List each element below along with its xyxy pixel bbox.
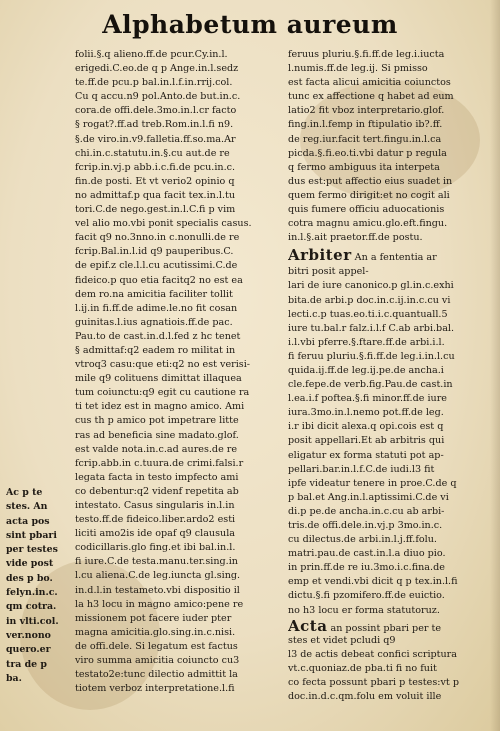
text-line: vtroq3 casu:que eti:q2 no est verisi- bbox=[75, 359, 251, 371]
text-line: magna amicitia.glo.sing.in.c.nisi. bbox=[75, 626, 236, 638]
text-line: no h3 locu er forma statutoruz. bbox=[288, 604, 440, 616]
text-line: viro summa amicitia coiuncto cu3 bbox=[75, 655, 240, 667]
text-line: i.r ibi dicit alexa.q opi.cois est q bbox=[288, 421, 444, 433]
text-line: latio2 fit vboz interpretario.glof. bbox=[288, 105, 445, 117]
text-line: feruus pluriu.§.fi.ff.de leg.i.iucta bbox=[288, 49, 445, 60]
text-line: mile q9 colituens dimittat illaquea bbox=[75, 373, 242, 385]
text-line: lari de iure canonico.p gl.in.c.exhi bbox=[288, 280, 454, 292]
text-line: te.ff.de pcu.p bal.in.l.f.in.rrij.col. bbox=[75, 77, 233, 89]
rubric-arbiter: Arbiter bbox=[288, 246, 352, 265]
rubric-arbiter-tail: An a fententia ar bbox=[354, 252, 437, 264]
left-column bbox=[75, 48, 281, 696]
text-line: l.numis.ff.de leg.ij. Si pmisso bbox=[288, 63, 428, 75]
text-line: cu dilectus.de arbi.in.l.j.ff.folu. bbox=[288, 534, 437, 546]
text-line: dus est:put affectio eius suadet in bbox=[288, 175, 453, 187]
text-line: legata facta in testo impfecto ami bbox=[75, 471, 239, 483]
margin-note-line: per testes bbox=[6, 544, 58, 556]
text-line: tiotem verboz interpretatione.l.fi bbox=[75, 683, 235, 695]
text-line: ipfe videatur tenere in proe.C.de q bbox=[288, 477, 457, 489]
margin-note-line: des p bo. bbox=[6, 572, 53, 584]
text-line: fcrip.Bal.in.l.id q9 pauperibus.C. bbox=[75, 246, 234, 258]
rubric-acta: Acta bbox=[288, 617, 328, 634]
text-line: quis fumere officiu aduocationis bbox=[288, 204, 445, 216]
text-line: in.d.l.in testameto.vbi dispositio il bbox=[75, 584, 240, 596]
text-line: cotra magnu amicu.glo.eft.fingu. bbox=[288, 218, 448, 230]
text-line: missionem pot facere iuder pter bbox=[75, 612, 232, 624]
text-line: dem ro.na amicitia faciliter tollit bbox=[75, 288, 233, 300]
text-line: no admittaf.p qua facit tex.in.l.tu bbox=[75, 189, 236, 201]
margin-note-line: ver.nono bbox=[6, 629, 51, 641]
text-line: fideico.p quo etia facitq2 no est ea bbox=[75, 274, 243, 286]
text-line: doc.in.d.c.qm.folu em voluit ille bbox=[288, 691, 442, 703]
text-line: cora.de offi.dele.3mo.in.l.cr facto bbox=[75, 105, 237, 117]
margin-note-line: in vlti.col. bbox=[6, 615, 59, 627]
margin-note-line: Ac p te bbox=[6, 487, 43, 498]
text-line: di.p pe.de ancha.in.c.cu ab arbi- bbox=[288, 505, 445, 517]
margin-note-line: quero.er bbox=[6, 644, 51, 656]
rubric-arbiter-line bbox=[288, 245, 488, 265]
text-line: fcrip.in.vj.p abb.i.c.fi.de pcu.in.c. bbox=[75, 161, 236, 173]
text-line: fcrip.abb.in c.tuura.de crimi.falsi.r bbox=[75, 457, 244, 469]
text-line: § rogat?.ff.ad treb.Rom.in.l.fi n9. bbox=[75, 119, 234, 131]
text-line: facit q9 no.3nno.in c.nonulli.de re bbox=[75, 232, 240, 244]
text-line: tunc ex affectione q habet ad eum bbox=[288, 91, 454, 103]
text-line: iura.3mo.in.l.nemo pot.ff.de leg. bbox=[288, 407, 444, 419]
text-line: lecti.c.p tuas.eo.ti.i.c.quantuall.5 bbox=[288, 308, 448, 320]
text-line: quida.ij.ff.de leg.ij.pe.de ancha.i bbox=[288, 364, 444, 376]
margin-note-line: acta pos bbox=[6, 515, 50, 527]
text-line: erigedi.C.eo.de q p Ange.in.l.sedz bbox=[75, 63, 239, 75]
text-line: vt.c.quoniaz.de pba.ti fi no fuit bbox=[288, 662, 437, 674]
text-line: ras ad beneficia sine madato.glof. bbox=[75, 429, 239, 441]
text-line: l3 de actis debeat confici scriptura bbox=[288, 648, 457, 660]
margin-note bbox=[6, 486, 76, 686]
text-line: fing.in.l.femp in ftipulatio ib?.ff. bbox=[288, 119, 443, 131]
text-line: de epif.z cle.l.l.cu acutissimi.C.de bbox=[75, 260, 238, 272]
text-line: posit appellari.Et ab arbitris qui bbox=[288, 435, 445, 447]
text-line: in prin.ff.de re iu.3mo.i.c.fina.de bbox=[288, 562, 445, 574]
text-line: Cu q accu.n9 pol.Anto.de but.in.c. bbox=[75, 91, 241, 103]
rubric-acta-line bbox=[288, 618, 488, 634]
text-line: chi.in.c.statutu.in.§.cu aut.de re bbox=[75, 147, 230, 159]
text-line: fi feruu pluriu.§.fi.ff.de leg.i.in.l.cu bbox=[288, 350, 455, 362]
text-line: la h3 locu in magno amico:pene re bbox=[75, 598, 244, 610]
text-line: iure tu.bal.r falz.i.l.f C.ab arbi.bal. bbox=[288, 322, 455, 334]
margin-note-line: qm cotra. bbox=[6, 601, 57, 613]
margin-note-line: felyn.in.c. bbox=[6, 587, 58, 599]
text-line: est valde nota.in.c.ad aures.de re bbox=[75, 443, 238, 455]
text-line: cle.fepe.de verb.fig.Pau.de cast.in bbox=[288, 379, 453, 391]
text-line: bitri posit appel- bbox=[288, 266, 369, 278]
text-line: de reg.iur.facit tert.fingu.in.l.ca bbox=[288, 133, 442, 145]
text-line: folii.§.q alieno.ff.de pcur.Cy.in.l. bbox=[75, 49, 228, 60]
text-line: intestato. Casus singularis in.l.in bbox=[75, 500, 235, 511]
text-line: cus th p amico pot impetrare litte bbox=[75, 415, 239, 427]
text-line: i.l.vbi pferre.§.ftare.ff.de arbi.i.l. bbox=[288, 336, 445, 348]
text-line: de offi.dele. Si legatum est factus bbox=[75, 640, 238, 652]
text-line: codicillaris.glo fing.et ibi bal.in.l. bbox=[75, 542, 236, 554]
text-line: bita.de arbi.p doc.in.c.ij.in.c.cu vi bbox=[288, 294, 451, 306]
text-line: testato2e:tunc dilectio admittit la bbox=[75, 669, 238, 681]
rubric-acta-tail: an possint pbari per te bbox=[330, 622, 442, 634]
text-line: l.cu aliena.C.de leg.iuncta gl.sing. bbox=[75, 570, 241, 582]
text-line: ti tet idez est in magno amico. Ami bbox=[75, 401, 245, 413]
text-line: eligatur ex forma statuti pot ap- bbox=[288, 449, 444, 461]
text-line: stes et videt pcludi q9 bbox=[288, 634, 396, 646]
margin-note-line: ba. bbox=[6, 672, 22, 684]
text-line: p bal.et Ang.in.l.aptissimi.C.de vi bbox=[288, 491, 449, 503]
margin-note-line: tra de p bbox=[6, 658, 47, 670]
text-line: dictu.§.fi pzomifero.ff.de euictio. bbox=[288, 590, 445, 602]
page-title: Alphabetum aureum bbox=[102, 10, 398, 39]
text-line: l.ea.i.f poftea.§.fi minor.ff.de iure bbox=[288, 393, 447, 405]
text-line: l.ij.in fi.ff.de adime.le.no fit cosan bbox=[75, 302, 238, 314]
text-line: co debentur:q2 videnf repetita ab bbox=[75, 485, 239, 497]
text-line: q fermo ambiguus ita interpeta bbox=[288, 161, 440, 173]
text-line: pellari.bar.in.l.f.C.de iudi.l3 fit bbox=[288, 463, 435, 475]
text-line: est facta alicui amicitia coiunctos bbox=[288, 77, 451, 89]
text-line: co fecta possunt pbari p testes:vt p bbox=[288, 676, 459, 688]
text-line: fi iure.C.de testa.manu.ter.sing.in bbox=[75, 556, 238, 568]
text-line: tori.C.de nego.gest.in.l.C.fi p vim bbox=[75, 204, 236, 216]
margin-note-line: stes. An bbox=[6, 501, 48, 513]
text-line: fin.de posti. Et vt verio2 opinio q bbox=[75, 175, 235, 187]
text-line: tris.de offi.dele.in.vj.p 3mo.in.c. bbox=[288, 520, 443, 531]
text-line: in.l.§.ait praetor.ff.de postu. bbox=[288, 232, 423, 244]
text-line: quem fermo dirigit:et no cogit ali bbox=[288, 189, 450, 201]
margin-note-line: sint pbari bbox=[6, 529, 57, 541]
text-line: matri.pau.de cast.in.l.a diuo pio. bbox=[288, 548, 446, 560]
text-line: testo.ff.de fideico.liber.ardo2 esti bbox=[75, 514, 236, 526]
text-line: tum coiunctu:q9 egit cu cautione ra bbox=[75, 387, 250, 399]
text-line: Pau.to de cast.in.d.l.fed z hc tenet bbox=[75, 330, 241, 342]
text-line: §.de viro.in.v9.falletia.ff.so.ma.Ar bbox=[75, 133, 236, 145]
text-line: vel alio mo.vbi ponit specialis casus. bbox=[75, 218, 252, 230]
text-line: liciti amo2is ide opaf q9 clausula bbox=[75, 528, 235, 540]
text-line: guinitas.l.ius agnatiois.ff.de pac. bbox=[75, 316, 233, 328]
text-line: emp et vendi.vbi dicit q p tex.in.l.fi bbox=[288, 576, 458, 588]
text-line: § admittaf:q2 eadem ro militat in bbox=[75, 344, 236, 356]
margin-note-line: vide post bbox=[6, 558, 54, 570]
page-edge-shadow bbox=[490, 0, 500, 731]
right-column bbox=[288, 48, 488, 704]
text-line: picda.§.fi.eo.ti.vbi datur p regula bbox=[288, 147, 447, 159]
